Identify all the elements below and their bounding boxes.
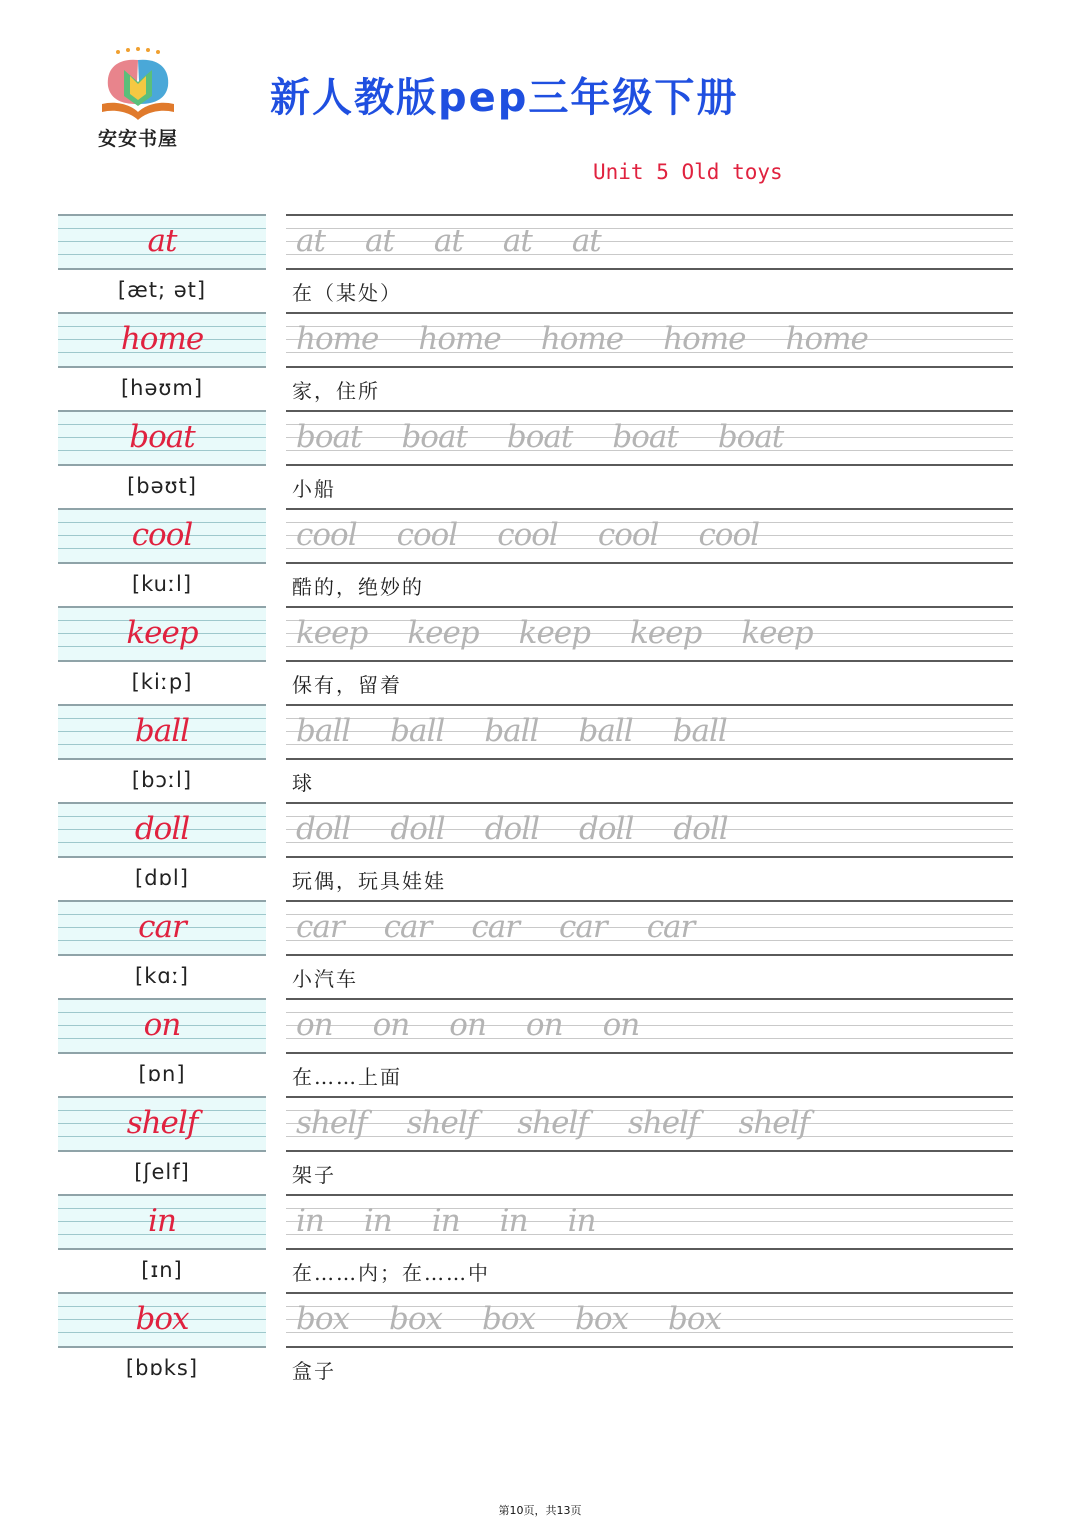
- info-row: [0, 1054, 1080, 1096]
- phonetic: [kuːl]: [131, 572, 193, 596]
- trace-word: in: [363, 1203, 392, 1239]
- vocab-word: cool: [131, 517, 193, 553]
- meaning: 玩偶，玩具娃娃: [292, 869, 446, 893]
- trace-word: doll: [579, 811, 634, 847]
- trace-words: [296, 1201, 1020, 1241]
- phonetic: [bɒks]: [125, 1356, 199, 1380]
- trace-word: at: [296, 223, 325, 259]
- info-row: [0, 662, 1080, 704]
- trace-word: box: [296, 1301, 349, 1337]
- phonetic: [ʃelf]: [134, 1160, 190, 1184]
- info-row: [0, 1250, 1080, 1292]
- meaning: 酷的，绝妙的: [292, 575, 424, 599]
- page-title: 新人教版pep三年级下册: [270, 75, 739, 121]
- trace-words: [296, 319, 1020, 359]
- info-row: [0, 956, 1080, 998]
- phonetic: [kiːp]: [131, 670, 193, 694]
- trace-words: [296, 1103, 1020, 1143]
- meaning: 家，住所: [292, 379, 380, 403]
- word-row: [0, 410, 1080, 466]
- meaning: 在……上面: [292, 1065, 402, 1089]
- info-row: [0, 466, 1080, 508]
- meaning: 小船: [292, 477, 336, 501]
- trace-word: keep: [518, 615, 590, 651]
- trace-word: ball: [484, 713, 539, 749]
- logo: [88, 46, 188, 150]
- trace-word: doll: [390, 811, 445, 847]
- trace-word: car: [559, 909, 607, 945]
- word-row: [0, 1096, 1080, 1152]
- trace-word: at: [502, 223, 532, 259]
- word-row: [0, 704, 1080, 760]
- trace-word: shelf: [406, 1105, 478, 1141]
- vocab-word: car: [138, 909, 186, 945]
- trace-word: boat: [296, 419, 362, 455]
- page-number: 第10页，共13页: [498, 1504, 582, 1517]
- trace-word: box: [668, 1301, 721, 1337]
- vocab-word: shelf: [126, 1105, 198, 1141]
- phonetic: [æt; ət]: [117, 278, 207, 302]
- meaning: 架子: [292, 1163, 336, 1187]
- word-row: [0, 802, 1080, 858]
- trace-word: keep: [407, 615, 479, 651]
- meaning: 球: [292, 771, 314, 795]
- trace-word: home: [663, 321, 746, 357]
- vocab-word: ball: [134, 713, 190, 749]
- trace-word: home: [418, 321, 501, 357]
- info-row: [0, 760, 1080, 802]
- phonetic: [bɔːl]: [131, 768, 193, 792]
- word-row: [0, 998, 1080, 1054]
- trace-words: [296, 221, 1020, 261]
- trace-word: at: [433, 223, 463, 259]
- trace-word: cool: [698, 517, 760, 553]
- word-row: [0, 1194, 1080, 1250]
- trace-word: on: [449, 1007, 486, 1043]
- info-row: [0, 564, 1080, 606]
- trace-word: ball: [296, 713, 351, 749]
- trace-words: [296, 1299, 1020, 1339]
- logo-text: 安安书屋: [97, 128, 178, 150]
- trace-word: shelf: [738, 1105, 810, 1141]
- trace-words: [296, 1005, 1020, 1045]
- trace-word: boat: [612, 419, 678, 455]
- trace-word: in: [499, 1203, 528, 1239]
- trace-word: home: [540, 321, 624, 357]
- trace-words: [296, 613, 1020, 653]
- trace-word: doll: [484, 811, 540, 847]
- trace-word: keep: [296, 615, 368, 651]
- trace-word: in: [431, 1203, 460, 1239]
- meaning: 盒子: [292, 1359, 336, 1383]
- trace-word: ball: [672, 713, 727, 749]
- trace-word: cool: [497, 517, 558, 553]
- trace-word: on: [602, 1007, 640, 1043]
- meaning: 小汽车: [292, 967, 358, 991]
- meaning: 保有，留着: [292, 673, 402, 697]
- trace-words: [296, 907, 1020, 947]
- info-row: [0, 1348, 1080, 1390]
- vocab-word: home: [120, 321, 204, 357]
- info-row: [0, 1152, 1080, 1194]
- trace-word: cool: [597, 517, 659, 553]
- vocab-word: on: [143, 1007, 181, 1043]
- trace-word: shelf: [296, 1105, 367, 1141]
- vocab-word: doll: [134, 811, 190, 847]
- word-row: [0, 312, 1080, 368]
- trace-word: keep: [741, 615, 813, 651]
- phonetic: [ɒn]: [138, 1062, 186, 1086]
- phonetic: [ɪn]: [141, 1258, 183, 1282]
- trace-word: at: [364, 223, 394, 259]
- phonetic: [bəʊt]: [127, 474, 197, 498]
- trace-word: on: [525, 1007, 563, 1043]
- word-row: [0, 214, 1080, 270]
- vocab-word: boat: [129, 419, 195, 455]
- info-row: [0, 858, 1080, 900]
- trace-word: box: [575, 1301, 628, 1337]
- vocabulary-list: [0, 214, 1080, 1390]
- trace-word: in: [296, 1203, 324, 1239]
- trace-word: shelf: [627, 1105, 699, 1141]
- trace-word: boat: [401, 419, 467, 455]
- word-row: [0, 900, 1080, 956]
- vocab-word: in: [148, 1203, 176, 1239]
- info-row: [0, 270, 1080, 312]
- trace-word: in: [567, 1203, 596, 1239]
- info-row: [0, 368, 1080, 410]
- trace-word: on: [372, 1007, 410, 1043]
- meaning: 在……内；在……中: [292, 1261, 490, 1285]
- trace-word: shelf: [517, 1105, 588, 1141]
- phonetic: [həʊm]: [120, 376, 204, 400]
- trace-word: keep: [629, 615, 702, 651]
- trace-word: ball: [578, 713, 633, 749]
- trace-word: at: [571, 223, 601, 259]
- word-row: [0, 606, 1080, 662]
- book-tree-logo-icon: [88, 46, 188, 126]
- trace-word: home: [785, 321, 868, 357]
- unit-title: Unit 5 Old toys: [593, 160, 783, 184]
- trace-words: [296, 711, 1020, 751]
- trace-word: car: [471, 909, 520, 945]
- trace-word: boat: [717, 419, 784, 455]
- vocab-word: keep: [126, 615, 198, 651]
- phonetic: [dɒl]: [135, 866, 189, 890]
- trace-word: on: [296, 1007, 333, 1043]
- trace-word: doll: [673, 811, 728, 847]
- word-row: [0, 508, 1080, 564]
- word-row: [0, 1292, 1080, 1348]
- trace-word: doll: [296, 811, 351, 847]
- trace-word: cool: [396, 517, 458, 553]
- phonetic: [kɑː]: [135, 964, 189, 988]
- vocab-word: box: [135, 1301, 189, 1337]
- trace-word: home: [296, 321, 379, 357]
- trace-word: box: [389, 1301, 442, 1337]
- trace-word: boat: [506, 419, 573, 455]
- trace-word: car: [383, 909, 432, 945]
- trace-word: box: [482, 1301, 535, 1337]
- trace-words: [296, 809, 1020, 849]
- trace-words: [296, 417, 1020, 457]
- meaning: 在（某处）: [292, 281, 402, 305]
- trace-word: car: [296, 909, 344, 945]
- trace-word: cool: [296, 517, 357, 553]
- trace-word: ball: [390, 713, 445, 749]
- trace-words: [296, 515, 1020, 555]
- trace-word: car: [646, 909, 695, 945]
- vocab-word: at: [147, 223, 177, 259]
